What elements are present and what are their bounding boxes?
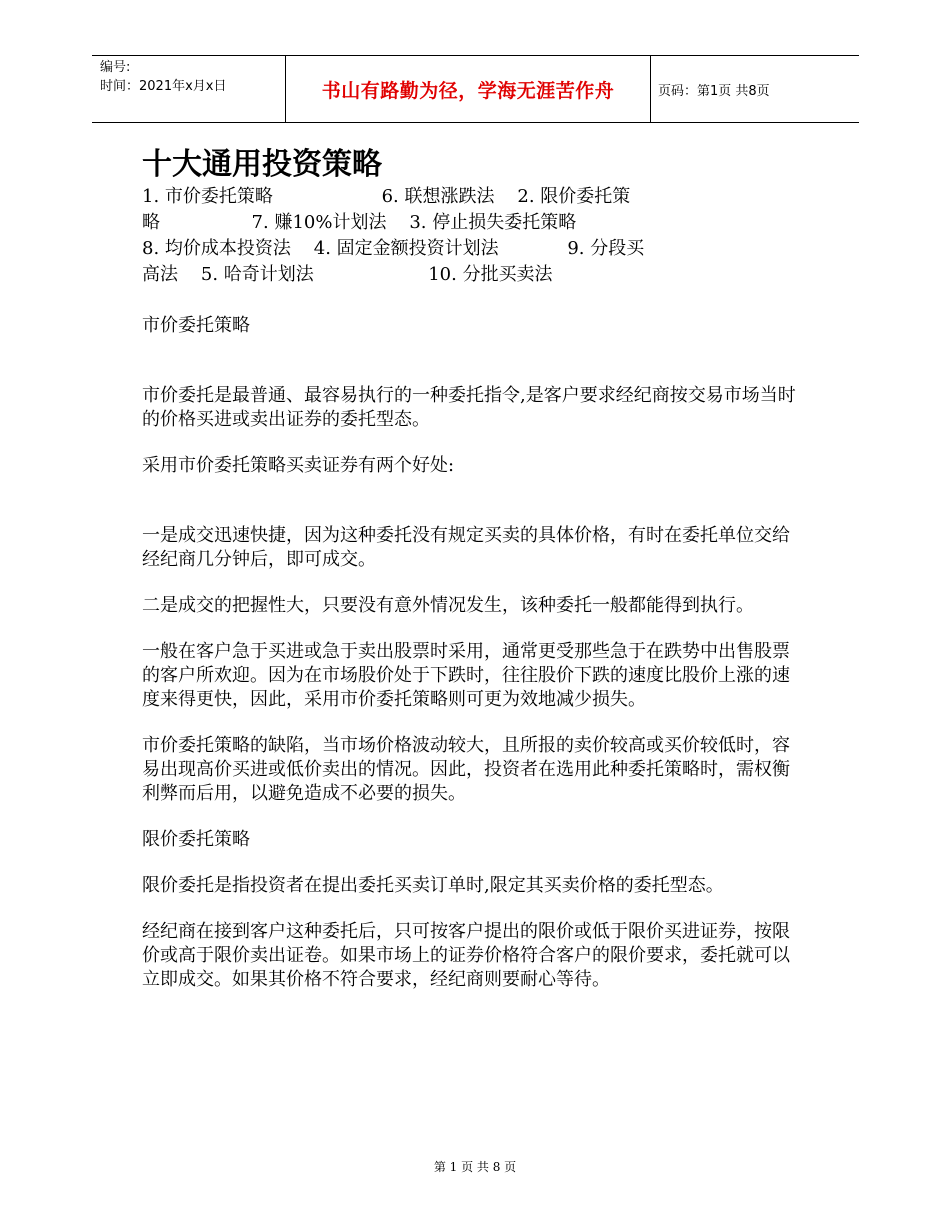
header-page-info: 页码：第1页 共8页 xyxy=(658,83,770,99)
document-title: 十大通用投资策略 xyxy=(142,147,382,182)
section-heading-market-order: 市价委托策略 xyxy=(142,315,250,336)
paragraph: 一是成交迅速快捷，因为这种委托没有规定买卖的具体价格，有时在委托单位交给经纪商几分钟后，即可成交。 xyxy=(142,525,790,570)
paragraph: 限价委托是指投资者在提出委托买卖订单时,限定其买卖价格的委托型态。 xyxy=(142,875,724,896)
toc-line: 1. 市价委托策略 6. 联想涨跌法 2. 限价委托策 xyxy=(142,186,631,207)
page-header xyxy=(92,55,859,123)
header-meta xyxy=(100,58,284,120)
paragraph: 市价委托是最普通、最容易执行的一种委托指令,是客户要求经纪商按交易市场当时的价格买进或卖出证券的委托型态。 xyxy=(142,385,796,430)
toc-line: 高法 5. 哈奇计划法 10. 分批买卖法 xyxy=(142,264,553,285)
paragraph: 一般在客户急于买进或急于卖出股票时采用，通常更受那些急于在跌势中出售股票的客户所欢迎。因为在市场股价处于下跌时，往往股价下跌的速度比股价上涨的速度来得更快，因此，采用市价委托策略则可更为效地减少损失。 xyxy=(142,641,790,710)
time-label: 时间：2021年x月x日 xyxy=(100,79,227,94)
paragraph: 经纪商在接到客户这种委托后，只可按客户提出的限价或低于限价买进证券，按限价或高于限价卖出证卷。如果市场上的证券价格符合客户的限价要求，委托就可以立即成交。如果其价格不符合要求，经纪商则要耐心等待。 xyxy=(142,921,790,990)
toc-line: 8. 均价成本投资法 4. 固定金额投资计划法 9. 分段买 xyxy=(142,238,645,259)
header-motto-cell xyxy=(285,56,651,122)
document-body xyxy=(142,146,802,992)
paragraph: 二是成交的把握性大，只要没有意外情况发生，该种委托一般都能得到执行。 xyxy=(142,595,754,616)
section-heading-limit-order: 限价委托策略 xyxy=(142,829,250,850)
table-of-contents xyxy=(142,184,802,288)
paragraph: 市价委托策略的缺陷，当市场价格波动较大，且所报的卖价较高或买价较低时，容易出现高价买进或低价卖出的情况。因此，投资者在选用此种委托策略时，需权衡利弊而后用，以避免造成不必要的损失。 xyxy=(142,735,790,804)
page-footer: 第 1 页 共 8 页 xyxy=(433,1160,517,1174)
serial-number-label: 编号: xyxy=(100,60,131,75)
header-motto: 书山有路勤为径，学海无涯苦作舟 xyxy=(321,79,615,102)
paragraph: 采用市价委托策略买卖证券有两个好处: xyxy=(142,455,455,476)
toc-line: 略 7. 赚10%计划法 3. 停止损失委托策略 xyxy=(142,212,577,233)
